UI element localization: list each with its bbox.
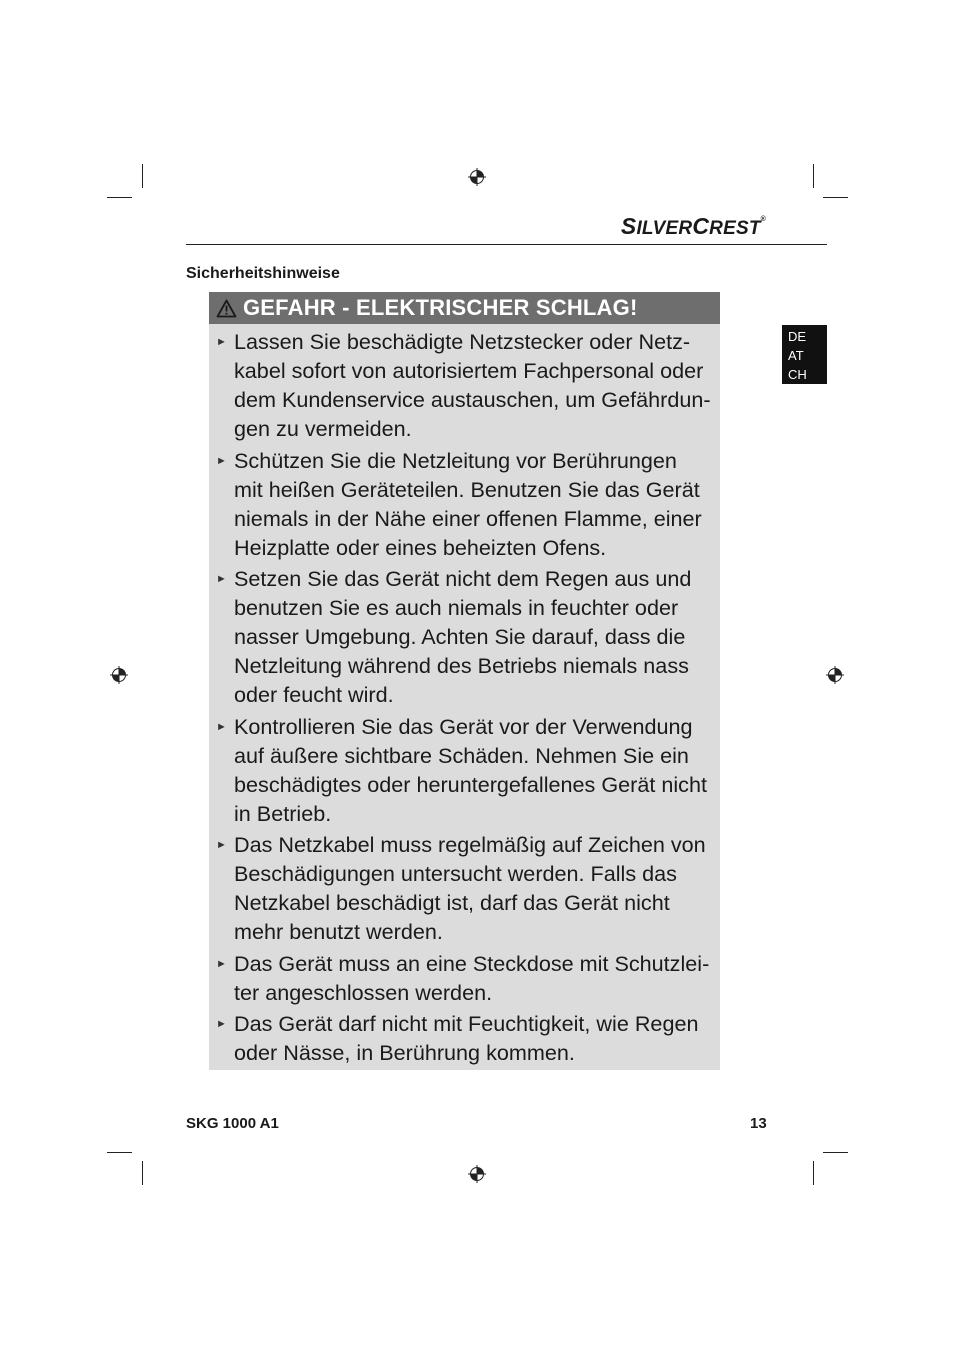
language-code: CH [788, 367, 807, 382]
registration-mark-icon [468, 1165, 486, 1183]
list-item: ► Kontrollieren Sie das Gerät vor der Verwendung auf äußere sichtbare Schäden. Nehmen Sie ein beschädigtes oder heruntergefallenes Gerät nicht in Betrieb. [216, 713, 707, 826]
list-item: ► Lassen Sie beschädigte Netzstecker oder Netz- kabel sofort von autorisiertem Fachpersonal oder dem Kundenservice austauschen, um Gefährdun- gen zu vermeiden. [216, 329, 711, 441]
warning-triangle-icon [216, 299, 237, 318]
crop-mark [142, 1161, 143, 1185]
crop-mark [813, 1161, 814, 1185]
page-number: 13 [750, 1115, 767, 1132]
crop-mark [142, 164, 143, 188]
section-title: Sicherheitshinweise [186, 265, 340, 282]
arrow-right-icon: ► [216, 720, 227, 733]
registration-mark-icon [826, 666, 844, 684]
warning-box [209, 292, 720, 1070]
registration-mark-icon [110, 666, 128, 684]
footer-model: SKG 1000 A1 [186, 1115, 279, 1132]
language-tab [782, 325, 827, 384]
brand-logo: SILVERCREST® [620, 213, 766, 239]
crop-mark [813, 164, 814, 188]
list-item: ► Das Gerät darf nicht mit Feuchtigkeit, wie Regen oder Nässe, in Berührung kommen. [216, 1011, 699, 1065]
warning-list [209, 324, 720, 1067]
arrow-right-icon: ► [216, 839, 227, 851]
arrow-right-icon: ► [216, 957, 227, 970]
crop-mark [823, 197, 848, 198]
crop-mark [107, 1152, 132, 1153]
arrow-right-icon: ► [216, 454, 227, 467]
list-item: ► Schützen Sie die Netzleitung vor Berührungen mit heißen Geräteteilen. Benutzen Sie das Gerät niemals in der Nähe einer offenen Flamme, einer Heizplatte oder eines beheizten Ofens. [216, 447, 702, 560]
arrow-right-icon: ► [216, 336, 227, 348]
warning-header [209, 292, 720, 324]
registration-mark-icon [468, 168, 486, 186]
arrow-right-icon: ► [216, 573, 227, 585]
list-item: ► Das Netzkabel muss regelmäßig auf Zeichen von Beschädigungen untersucht werden. Falls das Netzkabel beschädigt ist, darf das Gerät nicht mehr benutzt werden. [216, 832, 706, 944]
language-code: DE [788, 329, 807, 344]
language-code: AT [788, 348, 804, 363]
crop-mark [107, 197, 132, 198]
arrow-right-icon: ► [216, 1018, 227, 1030]
list-item: ► Das Gerät muss an eine Steckdose mit Schutzlei- ter angeschlossen werden. [216, 950, 710, 1005]
header-rule [186, 244, 827, 245]
warning-title: GEFAHR - ELEKTRISCHER SCHLAG! [243, 295, 638, 320]
crop-mark [823, 1152, 848, 1153]
list-item: ► Setzen Sie das Gerät nicht dem Regen aus und benutzen Sie es auch niemals in feuchter oder nasser Umgebung. Achten Sie darauf, dass die Netzleitung während des Betriebs niemals nass oder feucht wird. [216, 566, 692, 707]
